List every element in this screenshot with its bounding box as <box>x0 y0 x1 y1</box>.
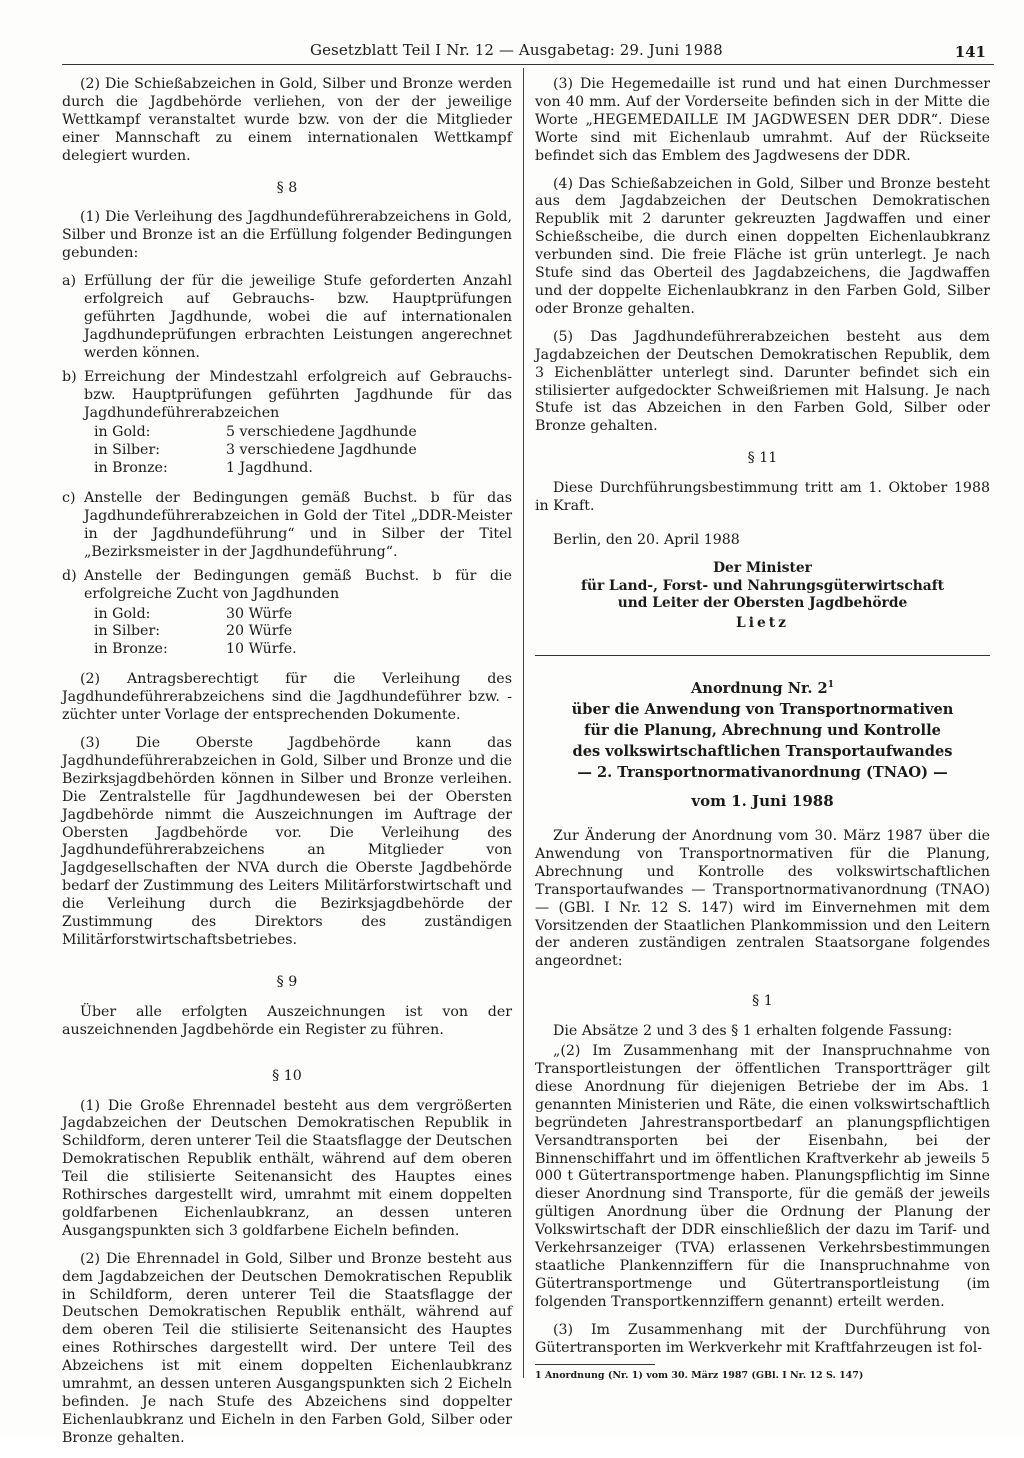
ordinance-title-number: Anordnung Nr. 2 <box>691 680 828 698</box>
list-item-c <box>62 490 512 562</box>
section-11-heading: § 11 <box>747 450 778 467</box>
header-title: Gesetzblatt Teil I Nr. 12 — Ausgabetag: 29. Juni 1988 <box>310 41 723 59</box>
footnote: 1 Anordnung (Nr. 1) vom 30. März 1987 (GBl. I Nr. 12 S. 147) <box>535 1369 864 1381</box>
ordinance-title-line <box>535 678 990 699</box>
section-separator-rule <box>535 655 990 656</box>
section-11-paragraph: Diese Durchführungsbestimmung tritt am 1. Oktober 1988 in Kraft. <box>535 480 990 515</box>
table-cell-value: 5 verschiedene Jagdhunde <box>226 424 417 441</box>
list-label: c) <box>62 490 76 507</box>
section-10-paragraph-3: (3) Die Hegemedaille ist rund und hat einen Durchmesser von 40 mm. Auf der Vorderseite befinden sich in der Mitte die Worte „HEGEMEDAILLE IM JAGDWESEN DER DDR“. Diese Worte sind mit Eichenlaub umrahmt. Auf der Rückseite befindet sich das Emblem des Jagdwesens der DDR. <box>535 76 990 164</box>
right-column <box>535 76 990 1382</box>
column-divider <box>523 68 524 1378</box>
table-cell-value: 20 Würfe <box>226 623 293 640</box>
ordinance-title-line: des volkswirtschaftlichen Transportaufwandes <box>572 743 953 761</box>
section-1-paragraph-2: „(2) Im Zusammenhang mit der Inanspruchnahme von Transportleistungen der öffentlichen Transportträger gilt diese Anordnung für diejenigen Betriebe der im Abs. 1 genannten Ministerien und Räte, die einen volkswirtschaftlich begründeten Jahrestransportbedarf an planungspflichtigen Versandtransporten bei der Eisenbahn, bei der Binnenschiffahrt und im öffentlichen Kraftverkehr ab jeweils 5 000 t Gütertransportmenge haben. Planungspflichtig im Sinne dieser Anordnung sind Transporte, für die gemäß der jeweils gültigen Anordnung über die Ordnung der Planung der Volkswirtschaft der DDR einschließlich der dazu im Tarif- und Verkehrsanzeiger (TVA) erlassenen Verkehrsbestimmungen staatliche Plankennziffern für die Inanspruchnahme von Gütertransportmenge und Gütertransportleistung (im folgenden Transportkennziffern genannt) erteilt werden. <box>535 1043 990 1310</box>
section-8-paragraph-2: (2) Antragsberechtigt für die Verleihung des Jagdhundeführerabzeichens sind die Jagdhundeführer bzw. -züchter unter Vorlage der entsprechenden Dokumente. <box>62 671 512 724</box>
section-9-paragraph: Über alle erfolgten Auszeichnungen ist von der auszeichnenden Jagdbehörde ein Register zu führen. <box>62 1003 512 1038</box>
table-cell-value: 10 Würfe. <box>226 641 297 658</box>
signature-name: Lietz <box>736 615 789 632</box>
list-label: d) <box>62 567 77 584</box>
list-text: Anstelle der Bedingungen gemäß Buchst. b für die erfolgreiche Zucht von Jagdhunden <box>84 567 512 602</box>
ordinance-title-line: über die Anwendung von Transportnormativen <box>571 701 954 719</box>
table-cell-label: in Bronze: <box>94 460 168 477</box>
table-cell-value: 30 Würfe <box>226 605 293 622</box>
signature-title: Der Minister <box>713 559 812 576</box>
place-and-date: Berlin, den 20. April 1988 <box>553 531 740 548</box>
section-10-paragraph-4: (4) Das Schießabzeichen in Gold, Silber und Bronze besteht aus dem Jagdabzeichen der Deutschen Demokratischen Republik mit 2 darunter gekreuzten Jagdwaffen und einer Schießscheibe, die durch einen doppelten Eichenlaubkranz verbunden sind. Die freie Fläche ist grün unterlegt. Je nach Stufe sind das Oberteil des Jagdabzeichens, die Jagdwaffen und der doppelte Eichenlaubkranz in den Farben Gold, Silber oder Bronze gehalten. <box>535 175 990 317</box>
section-8-paragraph-3: (3) Die Oberste Jagdbehörde kann das Jagdhundeführerabzeichen in Gold, Silber und Bronze und die Bezirksjagdbehörden können in Silber und Bronze verleihen. Die Zentralstelle für Jagdhundewesen bei der Obersten Jagdbehörde nimmt die Auszeichnungen im Auftrage der Obersten Jagdbehörde vor. Die Verleihung des Jagdhundeführerabzeichens an Mitglieder von Jagdgesellschaften der NVA durch die Oberste Jagdbehörde bedarf der Zustimmung des Leiters Militärforstwirtschaft und die Verleihung durch die Bezirksjagdbehörde der Zustimmung des Direktors des zuständigen Militärforstwirtschaftsbetriebes. <box>62 735 512 948</box>
section-10-heading: § 10 <box>272 1067 302 1084</box>
paragraph-schiessabzeichen: (2) Die Schießabzeichen in Gold, Silber und Bronze werden durch die Jagdbehörde verliehen, von der der jeweilige Wettkampf veranstaltet wurde bzw. von der die Mitglieder einer Mannschaft zu einem internationalen Wettkampf delegiert wurden. <box>62 76 512 164</box>
section-1-heading: § 1 <box>752 993 773 1010</box>
section-9-heading: § 9 <box>276 973 298 990</box>
list-text: Erfüllung der für die jeweilige Stufe geforderten Anzahl erfolgreich auf Gebrauchs- bzw. Hauptprüfungen geführten Jagdhunde, wobei die auf internationalen Jagdhundeprüfungen erbrachten Leistungen angerechnet werden können. <box>84 273 512 361</box>
section-1-paragraph-3: (3) Im Zusammenhang mit der Durchführung von Gütertransporten im Werkverkehr mit Kraftfahrzeugen ist fol- <box>535 1321 990 1356</box>
page-header <box>62 42 994 66</box>
ordinance-date: vom 1. Juni 1988 <box>691 792 834 811</box>
signature-office: und Leiter der Obersten Jagdbehörde <box>617 595 908 612</box>
table-cell-label: in Gold: <box>94 424 151 441</box>
page-number: 141 <box>954 43 986 61</box>
ordinance-title-block <box>535 678 990 812</box>
section-8-paragraph-1: (1) Die Verleihung des Jagdhundeführerabzeichens in Gold, Silber und Bronze ist an die Erfüllung folgender Bedingungen gebunden: <box>62 209 512 262</box>
list-text: Erreichung der Mindestzahl erfolgreich auf Gebrauchs- bzw. Hauptprüfungen geführten Jagdhunde für das Jagdhundeführerabzeichen <box>84 368 512 421</box>
left-column <box>62 76 512 1458</box>
header-rule <box>62 64 994 65</box>
ordinance-title-line: — 2. Transportnormativanordnung (TNAO) — <box>577 764 948 782</box>
gold-silver-bronze-litters-table <box>94 606 512 660</box>
list-item-b <box>62 369 512 423</box>
list-label: b) <box>62 368 77 385</box>
section-10-paragraph-2: (2) Die Ehrennadel in Gold, Silber und Bronze besteht aus dem Jagdabzeichen der Deutschen Demokratischen Republik in Schildform, deren unterer Teil die Staatsflagge der Deutschen Demokratischen Republik enthält, während auf dem oberen Teil die stilisierte Seitenansicht des Hauptes eines Rothirsches dargestellt wird. Der untere Teil des Abzeichens ist mit einem doppelten Eichenlaubkranz umrahmt, an dessen unteren Ausgangspunkten sich 2 Eicheln befinden. Je nach Stufe des Abzeichens sind doppelter Eichenlaubkranz und Eicheln in den Farben Gold, Silber oder Bronze gehalten. <box>62 1250 512 1446</box>
list-text: Anstelle der Bedingungen gemäß Buchst. b für das Jagdhundeführerabzeichen in Gold der Titel „DDR-Meister in der Jagdhundeführung“ und in Silber der Titel „Bezirksmeister in der Jagdhundeführung“. <box>84 490 512 560</box>
gold-silver-bronze-dogs-table <box>94 424 512 478</box>
list-label: a) <box>62 273 76 290</box>
table-cell-label: in Gold: <box>94 605 151 622</box>
list-item-d <box>62 568 512 604</box>
footnote-rule <box>535 1364 655 1365</box>
signature-ministry: für Land-, Forst- und Nahrungsgüterwirtschaft <box>580 577 945 594</box>
list-item-a <box>62 273 512 363</box>
footnote-mark: 1 <box>827 680 834 691</box>
section-8-heading: § 8 <box>276 179 298 196</box>
table-cell-label: in Silber: <box>94 623 161 640</box>
section-1-intro: Die Absätze 2 und 3 des § 1 erhalten folgende Fassung: <box>553 1023 953 1040</box>
table-cell-value: 1 Jagdhund. <box>226 460 313 477</box>
table-cell-label: in Bronze: <box>94 641 168 658</box>
ordinance-intro: Zur Änderung der Anordnung vom 30. März 1987 über die Anwendung von Transportnormativen für die Planung, Abrechnung und Kontrolle des volkswirtschaftlichen Transportaufwandes — Transportnormativanordnung (TNAO) — (GBl. I Nr. 12 S. 147) wird im Einvernehmen mit dem Vorsitzenden der Staatlichen Plankommission und den Leitern der anderen zuständigen zentralen Staatsorgane folgendes angeordnet: <box>535 828 990 970</box>
section-10-paragraph-5: (5) Das Jagdhundeführerabzeichen besteht aus dem Jagdabzeichen der Deutschen Demokratischen Republik, dem 3 Eichenblätter unterlegt sind. Darunter befindet sich ein stilisierter aufgedockter Schweißriemen mit Halsung. Je nach Stufe ist das Abzeichen in den Farben Gold, Silber oder Bronze gehalten. <box>535 328 990 435</box>
signature-block <box>535 560 990 633</box>
table-cell-value: 3 verschiedene Jagdhunde <box>226 442 417 459</box>
table-cell-label: in Silber: <box>94 442 161 459</box>
section-10-paragraph-1: (1) Die Große Ehrennadel besteht aus dem vergrößerten Jagdabzeichen der Deutschen Demokratischen Republik in Schildform, deren unterer Teil die Staatsflagge der Deutschen Demokratischen Republik enthält, während auf dem oberen Teil die stilisierte Seitenansicht des Hauptes eines Rothirsches dargestellt wird, umrahmt mit einem doppelten goldfarbenen Eichenlaubkranz, an dessen unteren Ausgangspunkten sich 3 goldfarbene Eicheln befinden. <box>62 1097 512 1239</box>
ordinance-title-line: für die Planung, Abrechnung und Kontrolle <box>584 722 941 740</box>
